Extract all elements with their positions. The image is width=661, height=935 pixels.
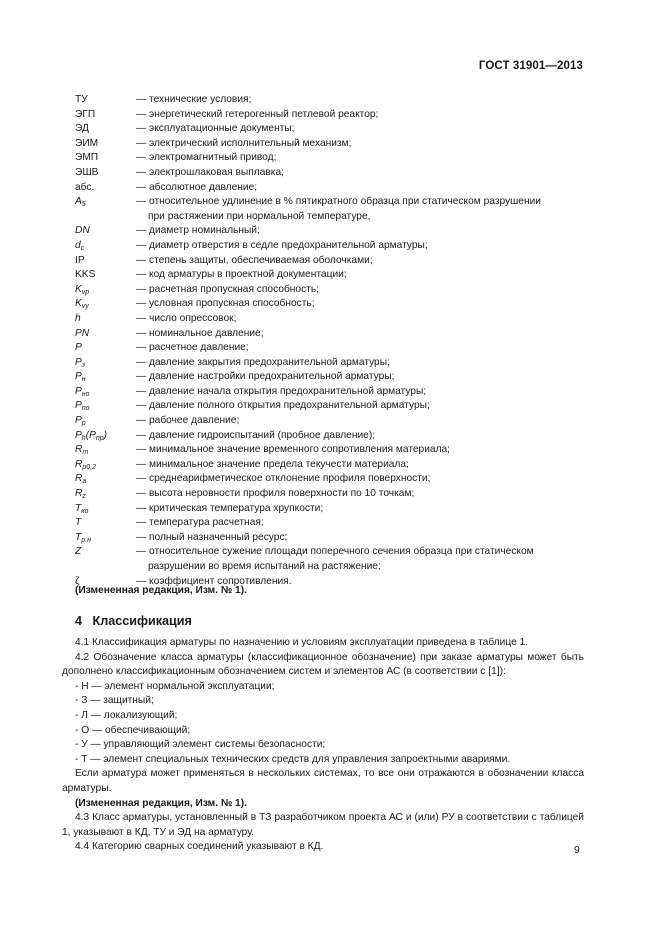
abbreviation-definition: — полный назначенный ресурс;: [136, 531, 288, 543]
abbreviation-definition: — критическая температура хрупкости;: [136, 502, 324, 514]
abbreviation-row: [75, 297, 585, 312]
abbreviation-term: $P_р$: [75, 415, 86, 428]
abbreviation-row: [75, 122, 585, 137]
abbreviation-definition: — эксплуатационные документы;: [136, 123, 295, 135]
abbreviation-row: [75, 356, 585, 371]
abbreviation-row: [75, 414, 585, 429]
abbreviation-term: $P_{но}$: [75, 385, 90, 398]
abbreviation-definition: — номинальное давление;: [136, 327, 264, 339]
abbreviation-term: ЭШВ: [75, 166, 99, 178]
abbreviation-definition: — электромагнитный привод;: [136, 152, 277, 164]
abbreviation-term: IP: [75, 254, 85, 266]
abbreviation-definition: — абсолютное давление;: [136, 181, 258, 193]
abbreviation-definition: — давление настройки предохранительной арматуры;: [136, 371, 395, 383]
abbreviation-term: ЭМП: [75, 152, 99, 164]
paragraph-multi-system: Если арматура может применяться в нескольких системах, то все они отражаются в обозначении класса арматуры.: [62, 768, 584, 794]
abbreviation-definition: — код арматуры в проектной документации;: [136, 269, 347, 281]
abbreviation-definition: — давление закрытия предохранительной арматуры;: [136, 356, 390, 368]
abbreviation-definition: — давление полного открытия предохранительной арматуры;: [136, 400, 430, 412]
abbreviation-row: [75, 283, 585, 298]
abbreviation-row: [75, 254, 585, 269]
class-list-item: - О — обеспечивающий;: [75, 724, 191, 736]
section-title-text: Классификация: [92, 614, 192, 628]
abbreviation-term: DN: [75, 225, 90, 237]
abbreviation-term: $d_c$: [75, 239, 85, 252]
abbreviation-term: ЭД: [75, 123, 89, 135]
abbreviation-term: $T_{р.н}$: [75, 531, 91, 544]
abbreviation-term: $R_z$: [75, 488, 86, 501]
abbreviation-definition: — энергетический гетерогенный петлевой реактор;: [136, 108, 379, 120]
abbreviation-row: [75, 108, 585, 123]
abbreviation-row: [75, 472, 585, 487]
abbreviation-row: [75, 399, 585, 414]
abbreviation-row: [75, 458, 585, 473]
paragraph-4-2: 4.2 Обозначение класса арматуры (классификационное обозначение) при заказе арматуры может быть дополнено классификационным обозначением систем и элементов АС (в соответствии с [1]):: [62, 651, 584, 678]
abbreviation-term: ЭГП: [75, 108, 96, 120]
abbreviation-term: Z: [75, 546, 82, 558]
abbreviation-definition: — минимальное значение временного сопротивления материала;: [136, 444, 451, 456]
abbreviation-definition-continuation: при растяжении при нормальной температуре,: [148, 210, 371, 222]
abbreviation-term: $P_h(P_{пр})$: [75, 429, 108, 442]
amendment-note: (Измененная редакция, Изм. № 1).: [75, 585, 247, 596]
abbreviation-row: [75, 327, 585, 342]
abbreviation-definition: — минимальное значение предела текучести материала;: [136, 458, 409, 470]
abbreviation-row: [75, 370, 585, 385]
class-list-item: - З — защитный;: [75, 695, 154, 707]
abbreviation-definition: — среднеарифметическое отклонение профиля поверхности;: [136, 473, 431, 485]
abbreviation-row: [75, 385, 585, 400]
abbreviation-definition: — технические условия;: [136, 94, 252, 105]
abbreviation-row: [75, 224, 585, 239]
abbreviation-definition-continuation: разрушении во время испытаний на растяжение;: [148, 561, 381, 572]
section-heading: [75, 614, 192, 628]
abbreviations-list: [75, 93, 585, 589]
abbreviation-definition: — давление гидроиспытаний (пробное давление);: [136, 429, 376, 441]
abbreviation-definition: — коэффициент сопротивления.: [136, 575, 292, 587]
abbreviation-term: ЭИМ: [75, 137, 99, 149]
abbreviation-term: $R_{p0,2}$: [75, 458, 96, 471]
class-list-item: - Л — локализующий;: [75, 709, 178, 721]
abbreviation-row: [75, 166, 585, 181]
amendment-note: (Измененная редакция, Изм. № 1).: [75, 797, 247, 809]
abbreviation-row: [75, 516, 585, 531]
abbreviation-term: $P_н$: [75, 371, 86, 384]
page-number: 9: [574, 845, 580, 856]
abbreviation-definition: — электрический исполнительный механизм;: [136, 137, 352, 149]
abbreviation-definition: — относительное удлинение в % пятикратного образца при статическом разрушении: [136, 196, 541, 208]
abbreviation-definition: — относительное сужение площади поперечного сечения образца при статическом: [136, 546, 534, 558]
abbreviation-term: ТУ: [75, 94, 88, 105]
abbreviation-term: T: [75, 517, 82, 529]
abbreviation-definition: — рабочее давление;: [136, 415, 240, 427]
abbreviation-definition: — диаметр отверстия в седле предохранительной арматуры;: [136, 239, 428, 251]
abbreviation-row: [75, 487, 585, 502]
class-list-item: - Т — элемент специальных технических средств для управления запроектными авариями.: [75, 753, 511, 765]
abbreviation-term: абс.: [75, 181, 95, 193]
abbreviation-row: [75, 239, 585, 254]
abbreviation-definition: — диаметр номинальный;: [136, 225, 260, 237]
abbreviation-row: [75, 181, 585, 196]
abbreviation-row: [75, 195, 585, 224]
abbreviation-row: [75, 312, 585, 327]
abbreviation-row: [75, 531, 585, 546]
abbreviation-definition: — число опрессовок;: [136, 312, 237, 324]
abbreviation-definition: — условная пропускная способность;: [136, 298, 315, 310]
abbreviation-term: $K_{vy}$: [75, 298, 89, 311]
abbreviation-row: [75, 443, 585, 458]
document-code-header: ГОСТ 31901—2013: [478, 60, 583, 72]
abbreviation-definition: — степень защиты, обеспечиваемая оболочками;: [136, 254, 373, 266]
paragraph-4-4: 4.4 Категорию сварных соединений указывают в КД.: [75, 841, 324, 853]
section-body: [62, 636, 584, 855]
abbreviation-definition: — давление начала открытия предохранительной арматуры;: [136, 385, 427, 397]
abbreviation-row: [75, 502, 585, 517]
abbreviation-row: [75, 429, 585, 444]
paragraph-4-1: 4.1 Классификация арматуры по назначению и условиям эксплуатации приведена в таблице 1.: [75, 637, 529, 648]
abbreviation-term: $A_5$: [75, 196, 86, 209]
abbreviation-term: ζ: [75, 575, 80, 587]
abbreviation-term: $R_a$: [75, 473, 87, 486]
abbreviation-row: [75, 151, 585, 166]
section-number: 4: [75, 614, 83, 628]
abbreviation-row: [75, 545, 585, 574]
abbreviation-definition: — расчетное давление;: [136, 342, 249, 354]
abbreviation-term: $K_{vp}$: [75, 283, 90, 296]
abbreviation-definition: — электрошлаковая выплавка;: [136, 166, 284, 178]
abbreviation-definition: — высота неровности профиля поверхности по 10 точкам;: [136, 488, 415, 500]
abbreviation-row: [75, 137, 585, 152]
abbreviation-term: $P_{по}$: [75, 400, 90, 413]
paragraph-4-3: 4.3 Класс арматуры, установленный в ТЗ разработчиком проекта АС и (или) РУ в соответствии с таблицей 1, указывают в КД, ТУ и ЭД на арматуру.: [62, 812, 584, 838]
class-list-item: - Н — элемент нормальной эксплуатации;: [75, 680, 275, 692]
abbreviation-definition: — расчетная пропускная способность;: [136, 283, 319, 295]
abbreviation-row: [75, 341, 585, 356]
abbreviation-term: $T_{ко}$: [75, 502, 89, 515]
abbreviation-term: P: [75, 342, 82, 354]
abbreviation-term: $R_m$: [75, 444, 89, 457]
abbreviation-definition: — температура расчетная;: [136, 517, 264, 529]
class-list-item: - У — управляющий элемент системы безопасности;: [75, 739, 326, 751]
abbreviation-row: [75, 93, 585, 108]
abbreviation-term: $P_з$: [75, 356, 86, 369]
abbreviation-term: KKS: [75, 269, 96, 281]
abbreviation-row: [75, 268, 585, 283]
abbreviation-term: PN: [75, 327, 90, 339]
abbreviation-term: h: [75, 312, 81, 324]
